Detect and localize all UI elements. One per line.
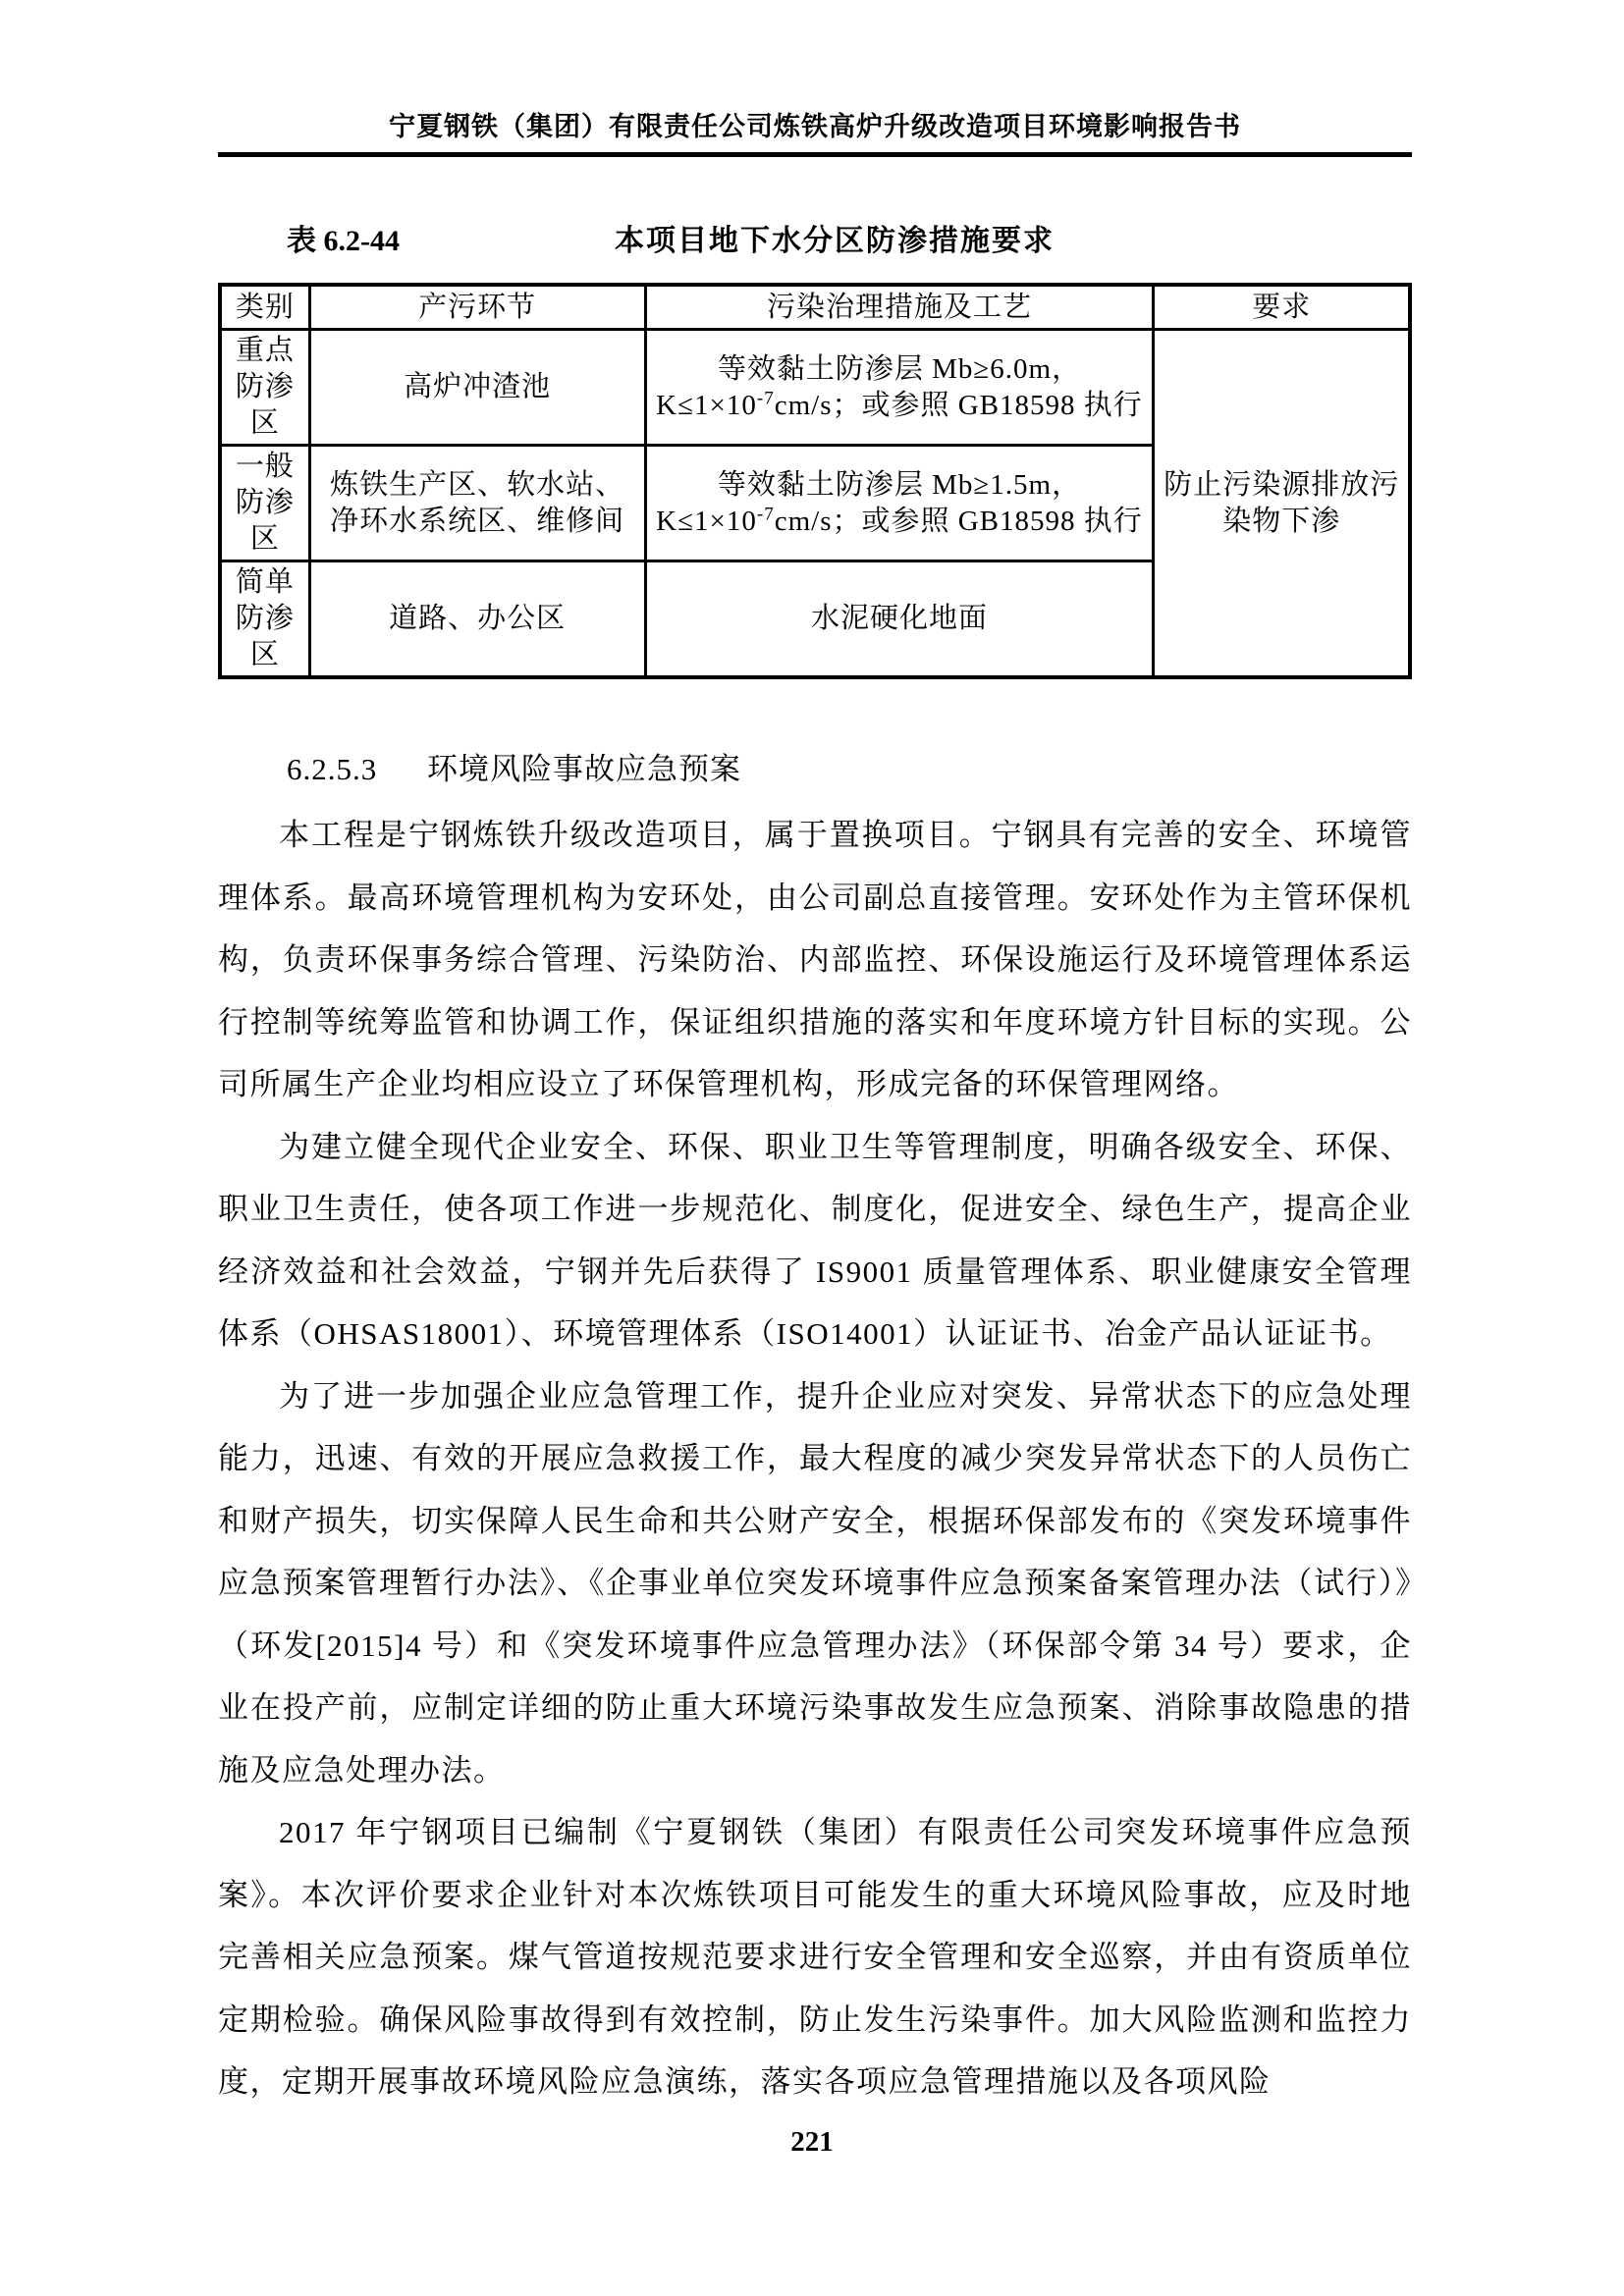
measure-line-2: $K\le 1\times 10^{-7}cm/s$；或参照 GB18598 执行 bbox=[656, 387, 1143, 421]
table-caption bbox=[218, 216, 1412, 257]
body-text bbox=[218, 804, 1412, 2113]
page-number: 221 bbox=[790, 2126, 834, 2158]
cell-requirement: 防止污染源排放污染物下渗 bbox=[1154, 330, 1410, 678]
paragraph: 为了进一步加强企业应急管理工作，提升企业应对突发、异常状态下的应急处理能力，迅速、有效的开展应急救援工作，最大程度的减少突发异常状态下的人员伤亡和财产损失，切实保障人民生命和共公财产安全，根据环保部发布的《突发环境事件应急预案管理暂行办法》、《企事业单位突发环境事件应急预案备案管理办法（试行）》（环发[2015]4 号）和《突发环境事件应急管理办法》（环保部令第 34 号）要求，企业在投产前，应制定详细的防止重大环境污染事故发生应急预案、消除事故隐患的措施及应急处理办法。 bbox=[218, 1378, 1412, 1788]
section-number: 6.2.5.3 bbox=[287, 752, 378, 786]
cell-measure: 水泥硬化地面 bbox=[645, 561, 1154, 678]
paragraph: 为建立健全现代企业安全、环保、职业卫生等管理制度，明确各级安全、环保、职业卫生责任，使各项工作进一步规范化、制度化，促进安全、绿色生产，提高企业经济效益和社会效益，宁钢并先后获得了 IS9001 质量管理体系、职业健康安全管理体系（OHSAS18001）、环境管理体系（ISO14001）认证证书、冶金产品认证证书。 bbox=[218, 1129, 1412, 1351]
seepage-measures-table bbox=[218, 283, 1412, 679]
header-cell-requirement: 要求 bbox=[1154, 285, 1410, 330]
running-header: 宁夏钢铁（集团）有限责任公司炼铁高炉升级改造项目环境影响报告书 bbox=[389, 112, 1241, 141]
header-cell-source: 产污环节 bbox=[309, 285, 645, 330]
cell-measure bbox=[645, 330, 1154, 446]
cell-measure bbox=[645, 446, 1154, 561]
header-rule bbox=[218, 152, 1412, 157]
paragraph: 本工程是宁钢炼铁升级改造项目，属于置换项目。宁钢具有完善的安全、环境管理体系。最高环境管理机构为安环处，由公司副总直接管理。安环处作为主管环保机构，负责环保事务综合管理、污染防治、内部监控、环保设施运行及环境管理体系运行控制等统筹监管和协调工作，保证组织措施的落实和年度环境方针目标的实现。公司所属生产企业均相应设立了环保管理机构，形成完备的环保管理网络。 bbox=[218, 818, 1412, 1101]
measure-line-1: 等效黏土防渗层 Mb≥6.0m， bbox=[717, 352, 1082, 385]
section-heading bbox=[287, 744, 1412, 788]
table-row bbox=[220, 330, 1410, 446]
section-title: 环境风险事故应急预案 bbox=[427, 752, 741, 786]
measure-line-2: $K\le 1\times 10^{-7}cm/s$；或参照 GB18598 执行 bbox=[656, 503, 1143, 537]
header-cell-category: 类别 bbox=[220, 285, 309, 330]
cell-category: 重点防渗区 bbox=[220, 330, 309, 446]
cell-category: 一般防渗区 bbox=[220, 446, 309, 561]
page-content bbox=[218, 0, 1412, 2113]
cell-source: 炼铁生产区、软水站、净环水系统区、维修间 bbox=[309, 446, 645, 561]
table-caption-title: 本项目地下水分区防渗措施要求 bbox=[615, 225, 1055, 257]
table-header-row bbox=[220, 285, 1410, 330]
measure-line-1: 等效黏土防渗层 Mb≥1.5m， bbox=[717, 468, 1082, 501]
cell-source: 高炉冲渣池 bbox=[309, 330, 645, 446]
cell-source: 道路、办公区 bbox=[309, 561, 645, 678]
cell-category: 简单防渗区 bbox=[220, 561, 309, 678]
table-caption-label: 表 6.2-44 bbox=[287, 225, 400, 257]
paragraph: 2017 年宁钢项目已编制《宁夏钢铁（集团）有限责任公司突发环境事件应急预案》。本次评价要求企业针对本次炼铁项目可能发生的重大环境风险事故，应及时地完善相关应急预案。煤气管道按规范要求进行安全管理和安全巡察，并由有资质单位定期检验。确保风险事故得到有效控制，防止发生污染事件。加大风险监测和监控力度，定期开展事故环境风险应急演练，落实各项应急管理措施以及各项风险 bbox=[218, 1815, 1412, 2099]
header-cell-measure: 污染治理措施及工艺 bbox=[645, 285, 1154, 330]
